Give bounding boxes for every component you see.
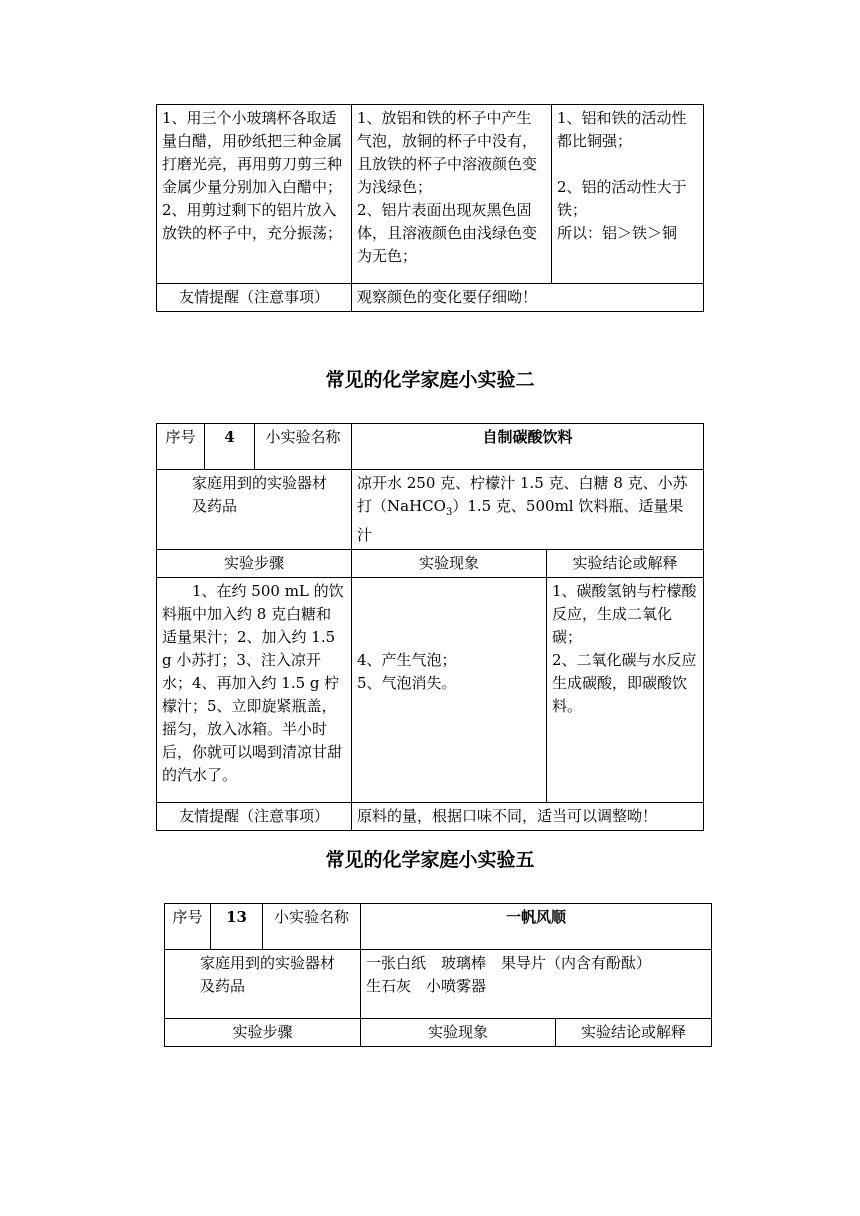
tip-text: 原料的量，根据口味不同，适当可以调整呦！ (352, 803, 704, 831)
phenomenon-text: 5、气泡消失。 (357, 674, 457, 692)
tip-label: 友情提醒（注意事项） (157, 803, 352, 831)
phenomena-cell (352, 578, 547, 803)
name-label: 小实验名称 (255, 424, 352, 470)
table-row (165, 950, 712, 1019)
seq-label: 序号 (157, 424, 205, 470)
experiment-table (164, 903, 712, 1047)
conclusion-cell (552, 105, 704, 284)
materials-label-line: 家庭用到的实验器材 (192, 474, 328, 492)
phenomenon-text: 2、铝片表面出现灰黑色固体，且溶液颜色由浅绿色变为无色； (357, 201, 538, 265)
table-row (157, 424, 704, 470)
column-header-conclusion: 实验结论或解释 (547, 550, 704, 578)
conclusion-cell (547, 578, 704, 803)
phenomenon-text: 4、产生气泡； (357, 651, 457, 669)
materials-value (352, 470, 704, 550)
phenomena-cell (352, 105, 552, 284)
step-text: 2、用剪过剩下的铝片放入放铁的杯子中，充分振荡； (162, 201, 343, 242)
table-row (157, 578, 704, 803)
column-header-conclusion: 实验结论或解释 (556, 1019, 712, 1047)
seq-value: 13 (211, 904, 263, 950)
tip-label: 友情提醒（注意事项） (157, 284, 352, 312)
conclusion-text: 2、铝的活动性大于铁； (557, 178, 687, 219)
steps-cell: 1、在约 500 mL 的饮料瓶中加入约 8 克白糖和适量果汁；2、加入约 1.5 g 小苏打；3、注入凉开水；4、再加入约 1.5 g 柠檬汁；5、立即旋紧瓶盖，摇匀，放入冰箱。半小时后，你就可以喝到清凉甘甜的汽水了。 (157, 578, 352, 803)
materials-text: ）1.5 克、500ml 饮料瓶、适量果汁 (357, 497, 684, 544)
steps-cell (157, 105, 352, 284)
tip-text: 观察颜色的变化要仔细呦！ (352, 284, 704, 312)
conclusion-text: 所以：铝＞铁＞铜 (557, 224, 678, 242)
section-heading: 常见的化学家庭小实验二 (325, 369, 535, 391)
table-row (157, 470, 704, 550)
seq-label: 序号 (165, 904, 211, 950)
seq-value: 4 (205, 424, 255, 470)
materials-label-line: 及药品 (200, 977, 246, 995)
table-row (157, 803, 704, 831)
materials-value (361, 950, 712, 1019)
column-header-steps: 实验步骤 (157, 550, 352, 578)
name-label: 小实验名称 (263, 904, 361, 950)
materials-text: 一张白纸 玻璃棒 果导片（内含有酚酞） (366, 954, 652, 972)
experiment-name: 一帆风顺 (361, 904, 712, 950)
table-row (165, 904, 712, 950)
experiment-table-continued (156, 104, 704, 312)
conclusion-text: 2、二氧化碳与水反应生成碳酸，即碳酸饮料。 (552, 651, 697, 715)
materials-label (157, 470, 352, 550)
step-text: 1、用三个小玻璃杯各取适量白醋，用砂纸把三种金属打磨光亮，再用剪刀剪三种金属少量分别加入白醋中； (162, 109, 343, 196)
column-header-steps: 实验步骤 (165, 1019, 361, 1047)
materials-subscript: 3 (445, 507, 453, 518)
materials-text: 凉开水 250 克、柠檬汁 1.5 克、白糖 8 克、小苏打（NaHCO (357, 474, 688, 515)
column-header-phenomena: 实验现象 (352, 550, 547, 578)
section-heading: 常见的化学家庭小实验五 (325, 849, 535, 871)
phenomenon-text: 1、放铝和铁的杯子中产生气泡，放铜的杯子中没有，且放铁的杯子中溶液颜色变为浅绿色； (357, 109, 538, 196)
table-row (165, 1019, 712, 1047)
materials-label-line: 家庭用到的实验器材 (200, 954, 336, 972)
table-row (157, 284, 704, 312)
table-row (157, 550, 704, 578)
materials-label-line: 及药品 (192, 497, 238, 515)
experiment-table (156, 423, 704, 831)
materials-label (165, 950, 361, 1019)
table-row (157, 105, 704, 284)
conclusion-text: 1、铝和铁的活动性都比铜强； (557, 109, 687, 150)
conclusion-text: 1、碳酸氢钠与柠檬酸反应，生成二氧化碳； (552, 582, 697, 646)
column-header-phenomena: 实验现象 (361, 1019, 556, 1047)
materials-text: 生石灰 小喷雾器 (366, 977, 487, 995)
experiment-name: 自制碳酸饮料 (352, 424, 704, 470)
